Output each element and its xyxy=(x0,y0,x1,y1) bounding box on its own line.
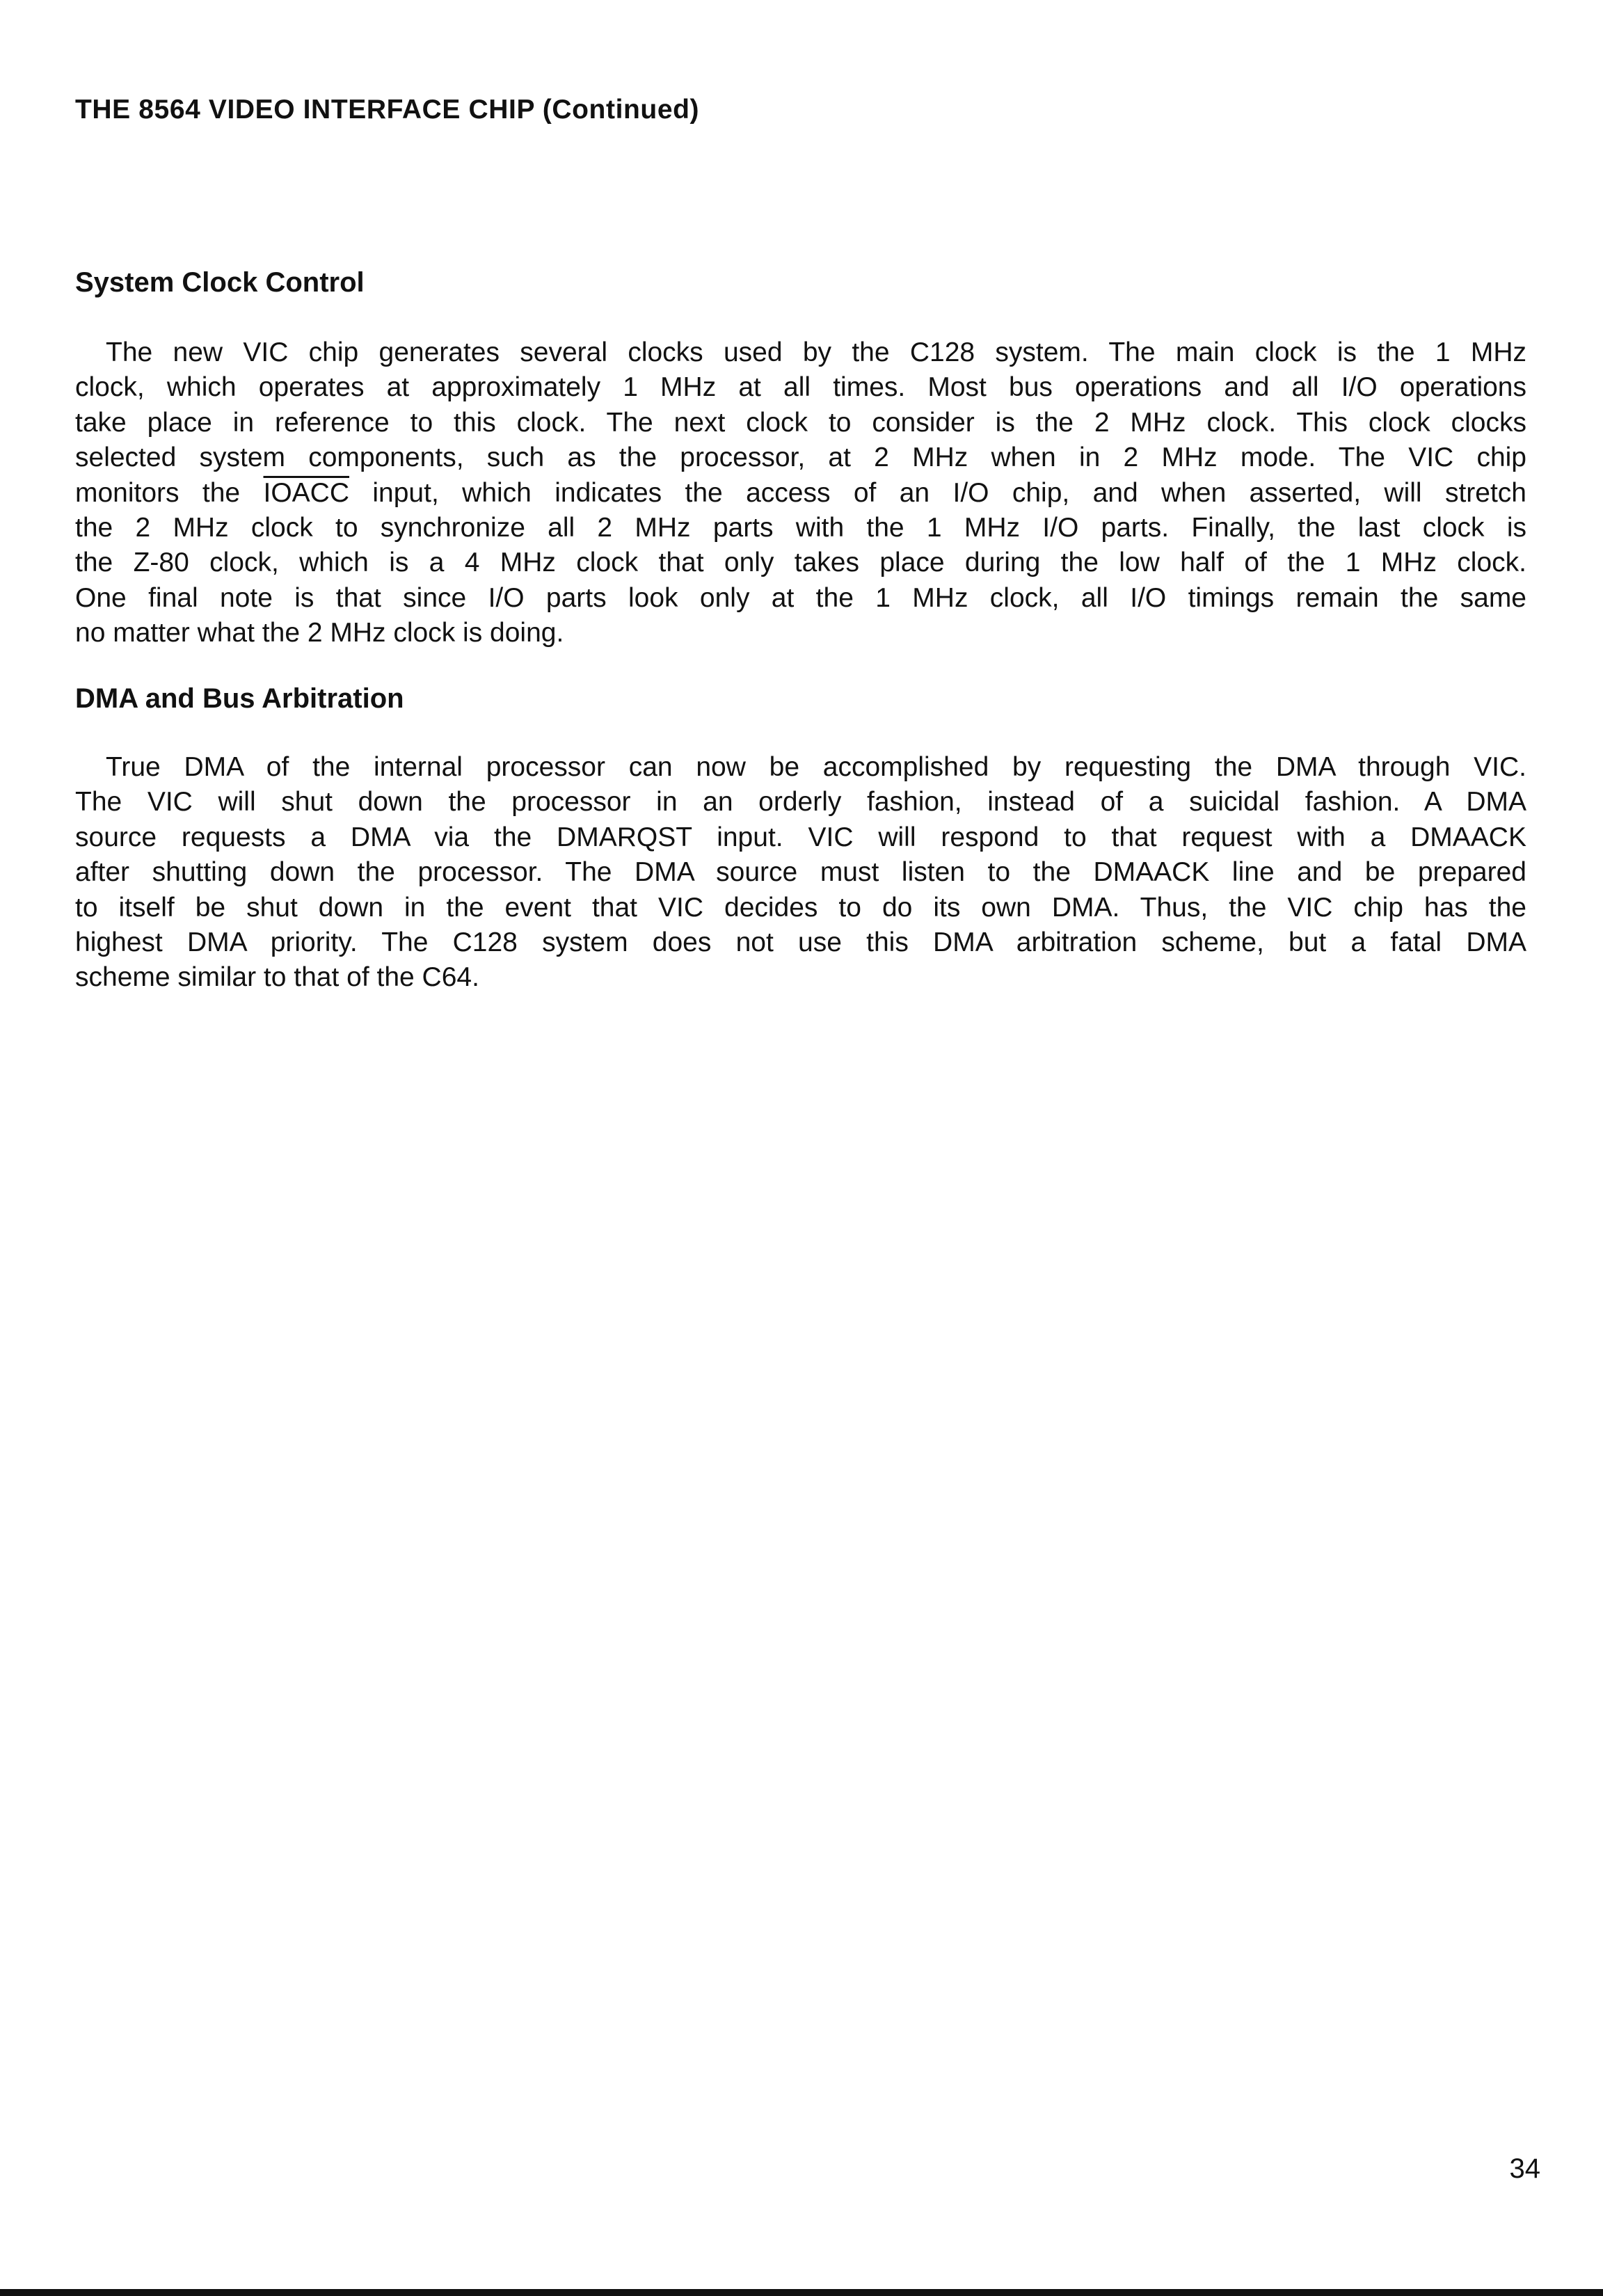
paragraph-line: selected system components, such as the processor, at 2 MHz when in 2 MHz mode. The VIC chip xyxy=(75,443,1526,473)
page-heading: THE 8564 VIDEO INTERFACE CHIP (Continued) xyxy=(75,95,700,125)
paragraph-line: clock, which operates at approximately 1 MHz at all times. Most bus operations and all I/O operations xyxy=(75,372,1526,403)
paragraph-line: source requests a DMA via the DMARQST input. VIC will respond to that request with a DMAACK xyxy=(75,822,1526,852)
paragraph-line: True DMA of the internal processor can now be accomplished by requesting the DMA through VIC. xyxy=(106,752,1526,782)
bottom-rule xyxy=(0,2289,1603,2296)
text-run: monitors the xyxy=(75,477,264,508)
section-heading-dma-and-bus-arbitration: DMA and Bus Arbitration xyxy=(75,683,404,714)
ioacc-signal-name: IOACC xyxy=(263,477,350,508)
paragraph-line: One final note is that since I/O parts look only at the 1 MHz clock, all I/O timings remain the same xyxy=(75,582,1526,613)
paragraph-line: The VIC will shut down the processor in an orderly fashion, instead of a suicidal fashion. A DMA xyxy=(75,787,1526,818)
paragraph-line xyxy=(75,476,1526,511)
dma-and-bus-arbitration-paragraph xyxy=(75,750,1526,996)
page-number: 34 xyxy=(1509,2153,1540,2184)
paragraph-line: highest DMA priority. The C128 system does not use this DMA arbitration scheme, but a fatal DMA xyxy=(75,927,1526,957)
paragraph-line: to itself be shut down in the event that VIC decides to do its own DMA. Thus, the VIC chip has the xyxy=(75,892,1526,923)
paragraph-line: scheme similar to that of the C64. xyxy=(75,962,479,993)
paragraph-line: The new VIC chip generates several clocks used by the C128 system. The main clock is the 1 MHz xyxy=(106,337,1526,367)
paragraph-line: take place in reference to this clock. The next clock to consider is the 2 MHz clock. This clock clocks xyxy=(75,407,1526,438)
system-clock-control-paragraph xyxy=(75,335,1526,651)
paragraph-line: no matter what the 2 MHz clock is doing. xyxy=(75,618,564,648)
text-run: input, which indicates the access of an I/O chip, and when asserted, will stretch xyxy=(349,477,1526,508)
paragraph-line: the Z-80 clock, which is a 4 MHz clock that only takes place during the low half of the 1 MHz clock. xyxy=(75,548,1526,578)
section-heading-system-clock-control: System Clock Control xyxy=(75,267,365,298)
paragraph-line: after shutting down the processor. The DMA source must listen to the DMAACK line and be prepared xyxy=(75,857,1526,888)
paragraph-line: the 2 MHz clock to synchronize all 2 MHz parts with the 1 MHz I/O parts. Finally, the last clock is xyxy=(75,512,1526,543)
